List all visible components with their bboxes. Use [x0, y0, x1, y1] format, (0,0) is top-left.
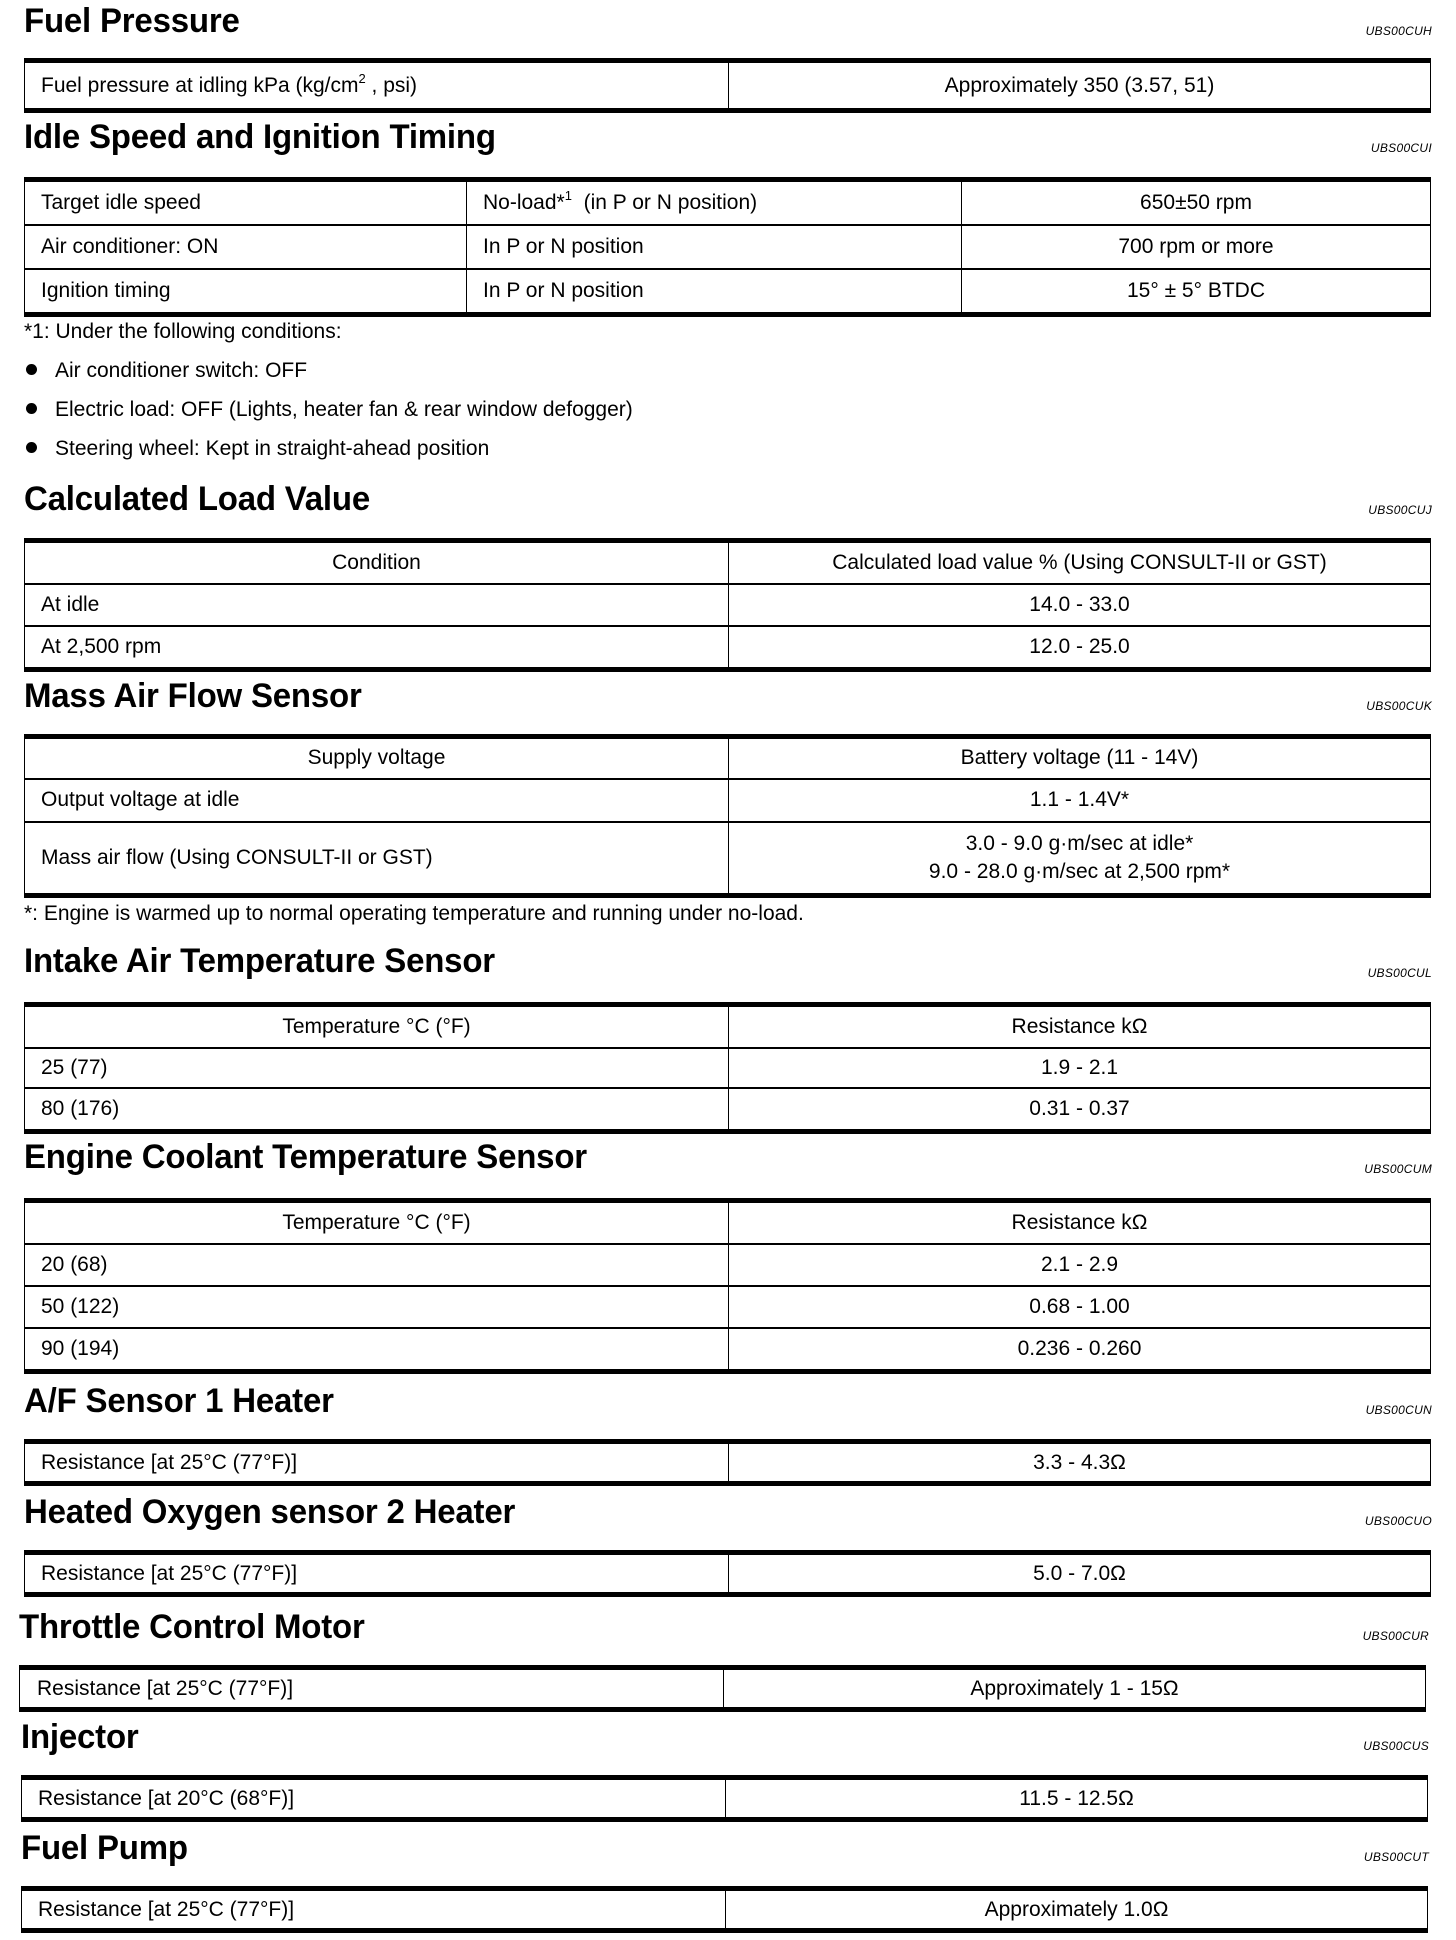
section-code: UBS00CUM	[1364, 1162, 1432, 1176]
section-code: UBS00CUK	[1366, 699, 1432, 713]
spec-condition: No-load*$^1$ (in P or N position)	[467, 180, 962, 226]
table-row	[25, 61, 1431, 111]
table-row	[25, 779, 1431, 822]
column-header: Calculated load value % (Using CONSULT-II or GST)	[729, 541, 1431, 585]
table-row	[20, 1668, 1426, 1710]
bullet-item: Steering wheel: Kept in straight-ahead position	[26, 437, 489, 461]
bullet-icon	[26, 403, 37, 414]
section-title: Mass Air Flow Sensor	[24, 677, 362, 715]
column-header: Resistance kΩ	[729, 1201, 1431, 1245]
section-code: UBS00CUJ	[1368, 503, 1432, 517]
spec-item: Target idle speed	[25, 180, 467, 226]
footnote: *1: Under the following conditions:	[24, 320, 342, 343]
spec-value: 0.236 - 0.260	[729, 1328, 1431, 1372]
iat-sensor-table	[24, 1002, 1431, 1134]
spec-temperature: 50 (122)	[25, 1286, 729, 1328]
section-title: Heated Oxygen sensor 2 Heater	[24, 1493, 516, 1531]
table-row	[25, 269, 1431, 315]
table-header-row	[25, 1201, 1431, 1245]
bullet-item: Electric load: OFF (Lights, heater fan & rear window defogger)	[26, 398, 633, 422]
table-row	[25, 1442, 1431, 1484]
spec-item: Mass air flow (Using CONSULT-II or GST)	[25, 822, 729, 896]
maf-sensor-table	[24, 734, 1431, 898]
spec-label: Resistance [at 25°C (77°F)]	[25, 1442, 729, 1484]
idle-speed-table	[24, 177, 1431, 317]
ect-sensor-table	[24, 1198, 1431, 1374]
spec-value: 11.5 - 12.5Ω	[726, 1778, 1428, 1820]
section-code: UBS00CUI	[1370, 141, 1432, 155]
table-row	[22, 1889, 1428, 1931]
table-header-row	[25, 1005, 1431, 1048]
section-code: UBS00CUN	[1365, 1403, 1432, 1417]
fuel-pressure-table	[24, 58, 1431, 113]
bullet-icon	[26, 364, 37, 375]
spec-item: Air conditioner: ON	[25, 225, 467, 268]
spec-value: 0.31 - 0.37	[729, 1088, 1431, 1131]
spec-temperature: 80 (176)	[25, 1088, 729, 1131]
spec-value: 15° ± 5° BTDC	[962, 269, 1431, 315]
section-code: UBS00CUS	[1363, 1739, 1429, 1753]
ho2s2-heater-table	[24, 1550, 1431, 1597]
spec-item: Output voltage at idle	[25, 779, 729, 822]
spec-condition: At 2,500 rpm	[25, 626, 729, 670]
section-title: Calculated Load Value	[24, 480, 370, 518]
table-row	[25, 1553, 1431, 1595]
spec-value: 3.3 - 4.3Ω	[729, 1442, 1431, 1484]
section-code: UBS00CUH	[1365, 24, 1432, 38]
spec-value: 12.0 - 25.0	[729, 626, 1431, 670]
section-title: Injector	[21, 1718, 139, 1756]
spec-value: 700 rpm or more	[962, 225, 1431, 268]
table-row	[25, 822, 1431, 896]
table-row	[25, 225, 1431, 268]
section-title: Fuel Pump	[21, 1829, 188, 1867]
spec-item: Ignition timing	[25, 269, 467, 315]
af-sensor-heater-table	[24, 1439, 1431, 1486]
section-title: A/F Sensor 1 Heater	[24, 1382, 334, 1420]
table-row	[25, 737, 1431, 779]
table-row	[25, 1328, 1431, 1372]
spec-value: 650±50 rpm	[962, 180, 1431, 226]
section-title: Fuel Pressure	[24, 2, 240, 40]
spec-value: 3.0 - 9.0 g·m/sec at idle* 9.0 - 28.0 g·m/sec at 2,500 rpm*	[729, 822, 1431, 896]
spec-item: Supply voltage	[25, 737, 729, 779]
spec-value: 5.0 - 7.0Ω	[729, 1553, 1431, 1595]
spec-value: 0.68 - 1.00	[729, 1286, 1431, 1328]
spec-value: 14.0 - 33.0	[729, 584, 1431, 625]
spec-value: 1.9 - 2.1	[729, 1048, 1431, 1089]
calculated-load-table	[24, 538, 1431, 672]
spec-condition: In P or N position	[467, 269, 962, 315]
spec-label: Resistance [at 25°C (77°F)]	[20, 1668, 724, 1710]
section-title: Idle Speed and Ignition Timing	[24, 118, 496, 156]
spec-label: Fuel pressure at idling kPa ($kg/cm^2$ , psi)	[25, 61, 729, 111]
section-code: UBS00CUT	[1363, 1850, 1429, 1864]
table-row	[25, 626, 1431, 670]
fuel-pump-table	[21, 1886, 1428, 1933]
spec-condition: In P or N position	[467, 225, 962, 268]
spec-label: Resistance [at 25°C (77°F)]	[25, 1553, 729, 1595]
column-header: Temperature °C (°F)	[25, 1005, 729, 1048]
section-title: Throttle Control Motor	[19, 1608, 365, 1646]
table-row	[25, 180, 1431, 226]
column-header: Condition	[25, 541, 729, 585]
column-header: Resistance kΩ	[729, 1005, 1431, 1048]
spec-value: Approximately 1 - 15Ω	[724, 1668, 1426, 1710]
spec-value: Battery voltage (11 - 14V)	[729, 737, 1431, 779]
spec-value: 1.1 - 1.4V*	[729, 779, 1431, 822]
spec-value: 2.1 - 2.9	[729, 1244, 1431, 1286]
column-header: Temperature °C (°F)	[25, 1201, 729, 1245]
spec-temperature: 90 (194)	[25, 1328, 729, 1372]
spec-label: Resistance [at 25°C (77°F)]	[22, 1889, 726, 1931]
section-code: UBS00CUR	[1362, 1629, 1429, 1643]
section-title: Engine Coolant Temperature Sensor	[24, 1138, 587, 1176]
table-row	[22, 1778, 1428, 1820]
bullet-item: Air conditioner switch: OFF	[26, 359, 307, 383]
spec-value: Approximately 1.0Ω	[726, 1889, 1428, 1931]
injector-table	[21, 1775, 1428, 1822]
spec-temperature: 25 (77)	[25, 1048, 729, 1089]
spec-temperature: 20 (68)	[25, 1244, 729, 1286]
throttle-motor-table	[19, 1665, 1426, 1712]
section-code: UBS00CUL	[1367, 966, 1432, 980]
table-row	[25, 1048, 1431, 1089]
table-row	[25, 1088, 1431, 1131]
bullet-icon	[26, 442, 37, 453]
table-header-row	[25, 541, 1431, 585]
section-title: Intake Air Temperature Sensor	[24, 942, 495, 980]
table-row	[25, 1286, 1431, 1328]
spec-label: Resistance [at 20°C (68°F)]	[22, 1778, 726, 1820]
spec-value: Approximately 350 (3.57, 51)	[729, 61, 1431, 111]
section-code: UBS00CUO	[1364, 1514, 1432, 1528]
table-row	[25, 1244, 1431, 1286]
table-row	[25, 584, 1431, 625]
footnote: *: Engine is warmed up to normal operating temperature and running under no-load.	[24, 902, 804, 925]
spec-condition: At idle	[25, 584, 729, 625]
